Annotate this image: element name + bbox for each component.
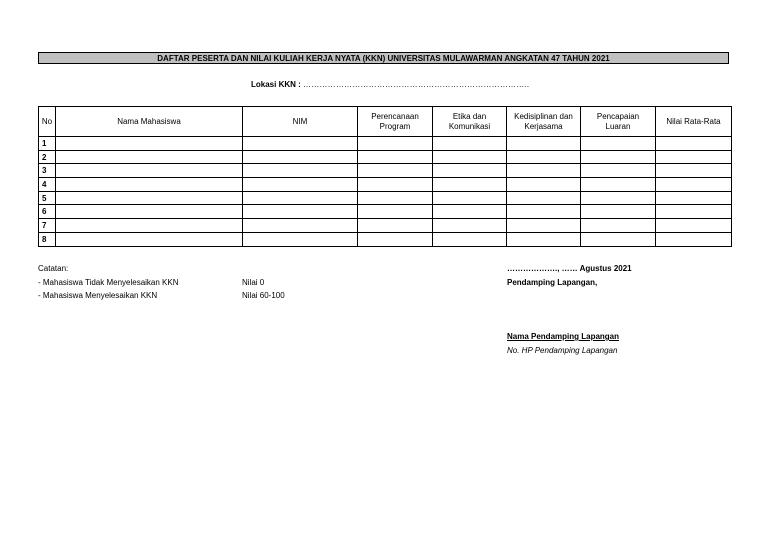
table-cell xyxy=(581,150,656,164)
table-cell xyxy=(581,232,656,246)
table-cell xyxy=(358,164,433,178)
table-header-row xyxy=(39,107,732,137)
signature-hp: No. HP Pendamping Lapangan xyxy=(507,346,618,355)
header-etika: Etika dan Komunikasi xyxy=(433,107,507,137)
lokasi-label: Lokasi KKN : xyxy=(251,80,301,89)
table-cell xyxy=(243,150,358,164)
table-cell xyxy=(56,150,243,164)
table-cell xyxy=(243,164,358,178)
table-cell xyxy=(243,219,358,233)
table-cell xyxy=(358,205,433,219)
header-nim: NIM xyxy=(243,107,358,137)
table-cell xyxy=(507,164,581,178)
table-cell xyxy=(433,178,507,192)
table-cell xyxy=(656,191,732,205)
notes-section xyxy=(38,262,285,303)
header-kedisiplinan: Kedisiplinan dan Kerjasama xyxy=(507,107,581,137)
table-cell xyxy=(243,205,358,219)
table-row xyxy=(39,150,732,164)
table-cell xyxy=(56,164,243,178)
header-perencanaan: Perencanaan Program xyxy=(358,107,433,137)
note-text: - Mahasiswa Tidak Menyelesaikan KKN xyxy=(38,277,179,287)
note-item xyxy=(38,276,265,290)
table-row xyxy=(39,137,732,151)
table-cell xyxy=(507,178,581,192)
header-nama: Nama Mahasiswa xyxy=(56,107,243,137)
table-cell xyxy=(433,137,507,151)
row-number: 4 xyxy=(39,178,56,192)
table-cell xyxy=(243,137,358,151)
table-row xyxy=(39,205,732,219)
signature-role: Pendamping Lapangan, xyxy=(507,277,598,287)
lokasi-kkn xyxy=(251,80,529,89)
signature-date: ………………., …… Agustus 2021 xyxy=(507,264,632,273)
table-cell xyxy=(433,150,507,164)
row-number: 7 xyxy=(39,219,56,233)
row-number: 5 xyxy=(39,191,56,205)
table-row xyxy=(39,232,732,246)
table-cell xyxy=(433,205,507,219)
table-cell xyxy=(656,205,732,219)
header-pencapaian: Pencapaian Luaran xyxy=(581,107,656,137)
table-cell xyxy=(358,137,433,151)
table-cell xyxy=(581,205,656,219)
table-cell xyxy=(56,232,243,246)
table-cell xyxy=(581,191,656,205)
table-cell xyxy=(433,191,507,205)
table-cell xyxy=(656,178,732,192)
table-cell xyxy=(656,219,732,233)
table-cell xyxy=(358,232,433,246)
table-cell xyxy=(507,137,581,151)
row-number: 2 xyxy=(39,150,56,164)
table-cell xyxy=(358,219,433,233)
document-title: DAFTAR PESERTA DAN NILAI KULIAH KERJA NYATA (KKN) UNIVERSITAS MULAWARMAN ANGKATAN 47 TAHUN 2021 xyxy=(38,52,729,64)
table-cell xyxy=(358,191,433,205)
table-cell xyxy=(358,150,433,164)
table-cell xyxy=(56,191,243,205)
note-item xyxy=(38,289,285,303)
table-cell xyxy=(243,191,358,205)
table-row xyxy=(39,178,732,192)
note-nilai: Nilai 0 xyxy=(242,277,265,287)
header-no: No xyxy=(39,107,56,137)
row-number: 3 xyxy=(39,164,56,178)
row-number: 8 xyxy=(39,232,56,246)
note-nilai: Nilai 60-100 xyxy=(242,291,285,300)
table-cell xyxy=(433,219,507,233)
table-cell xyxy=(581,164,656,178)
table-cell xyxy=(433,164,507,178)
table-cell xyxy=(433,232,507,246)
table-cell xyxy=(243,232,358,246)
table-cell xyxy=(656,137,732,151)
notes-heading: Catatan: xyxy=(38,264,69,273)
row-number: 1 xyxy=(39,137,56,151)
table-cell xyxy=(507,232,581,246)
table-cell xyxy=(581,137,656,151)
table-cell xyxy=(56,205,243,219)
table-row xyxy=(39,164,732,178)
table-cell xyxy=(56,137,243,151)
table-cell xyxy=(581,219,656,233)
table-row xyxy=(39,191,732,205)
signature-name: Nama Pendamping Lapangan xyxy=(507,332,620,341)
table-cell xyxy=(656,232,732,246)
lokasi-blank: ……………………………………………………………………….. xyxy=(303,80,530,89)
table-cell xyxy=(56,178,243,192)
table-cell xyxy=(656,164,732,178)
header-rata: Nilai Rata-Rata xyxy=(656,107,732,137)
signature-block xyxy=(507,262,632,355)
table-cell xyxy=(581,178,656,192)
table-cell xyxy=(507,150,581,164)
table-cell xyxy=(507,205,581,219)
table-cell xyxy=(656,150,732,164)
table-cell xyxy=(358,178,433,192)
row-number: 6 xyxy=(39,205,56,219)
participant-table xyxy=(38,106,732,247)
table-row xyxy=(39,219,732,233)
table-cell xyxy=(243,178,358,192)
table-cell xyxy=(507,219,581,233)
table-cell xyxy=(56,219,243,233)
table-cell xyxy=(507,191,581,205)
note-text: - Mahasiswa Menyelesaikan KKN xyxy=(38,291,158,300)
